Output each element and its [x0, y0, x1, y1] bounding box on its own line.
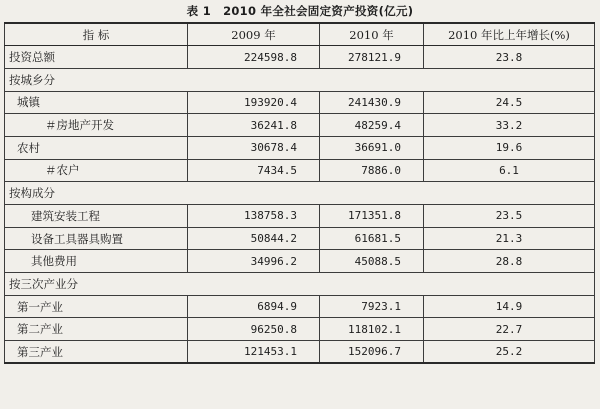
value-2009: 193920.4 [188, 91, 320, 114]
blank-cell [320, 182, 424, 205]
value-growth: 25.2 [424, 341, 595, 364]
header-2009: 2009 年 [188, 23, 320, 46]
table-row [5, 318, 595, 341]
row-label: 城镇 [5, 91, 188, 114]
section-label: 按三次产业分 [5, 273, 188, 296]
value-2010: 36691.0 [320, 136, 424, 159]
blank-cell [188, 68, 320, 91]
table-number: 表 1 [186, 4, 212, 18]
header-indicator: 指 标 [5, 23, 188, 46]
value-2009: 138758.3 [188, 205, 320, 228]
row-label: 投资总额 [5, 46, 188, 69]
table-row [5, 250, 595, 273]
value-growth: 28.8 [424, 250, 595, 273]
section-row [5, 273, 595, 296]
section-label: 按城乡分 [5, 68, 188, 91]
table-row [5, 46, 595, 69]
table-row [5, 114, 595, 137]
blank-cell [424, 68, 595, 91]
row-label: 建筑安装工程 [5, 205, 188, 228]
value-2010: 7886.0 [320, 159, 424, 182]
table-row [5, 91, 595, 114]
blank-cell [320, 273, 424, 296]
value-2009: 7434.5 [188, 159, 320, 182]
value-2010: 48259.4 [320, 114, 424, 137]
value-2009: 34996.2 [188, 250, 320, 273]
header-2010: 2010 年 [320, 23, 424, 46]
value-2010: 7923.1 [320, 295, 424, 318]
value-2010: 278121.9 [320, 46, 424, 69]
value-growth: 6.1 [424, 159, 595, 182]
value-2009: 30678.4 [188, 136, 320, 159]
value-2009: 96250.8 [188, 318, 320, 341]
row-label: ＃房地产开发 [5, 114, 188, 137]
value-growth: 14.9 [424, 295, 595, 318]
value-2009: 121453.1 [188, 341, 320, 364]
value-2010: 171351.8 [320, 205, 424, 228]
table-row [5, 341, 595, 364]
value-growth: 33.2 [424, 114, 595, 137]
value-growth: 24.5 [424, 91, 595, 114]
value-2009: 6894.9 [188, 295, 320, 318]
row-label: 第一产业 [5, 295, 188, 318]
table-row [5, 205, 595, 228]
value-2010: 241430.9 [320, 91, 424, 114]
table-row [5, 159, 595, 182]
table-caption [0, 3, 600, 19]
value-2009: 36241.8 [188, 114, 320, 137]
table-row [5, 295, 595, 318]
value-2010: 152096.7 [320, 341, 424, 364]
row-label: 第三产业 [5, 341, 188, 364]
value-growth: 21.3 [424, 227, 595, 250]
header-row [5, 23, 595, 46]
value-2010: 45088.5 [320, 250, 424, 273]
blank-cell [188, 182, 320, 205]
value-growth: 22.7 [424, 318, 595, 341]
value-growth: 23.8 [424, 46, 595, 69]
table-row [5, 227, 595, 250]
header-growth: 2010 年比上年增长(%) [424, 23, 595, 46]
table-title: 2010 年全社会固定资产投资(亿元) [223, 4, 414, 18]
value-growth: 23.5 [424, 205, 595, 228]
value-2009: 50844.2 [188, 227, 320, 250]
value-2009: 224598.8 [188, 46, 320, 69]
row-label: 农村 [5, 136, 188, 159]
blank-cell [320, 68, 424, 91]
section-row [5, 68, 595, 91]
investment-table [4, 22, 595, 364]
row-label: 其他费用 [5, 250, 188, 273]
table-row [5, 136, 595, 159]
value-growth: 19.6 [424, 136, 595, 159]
blank-cell [424, 182, 595, 205]
value-2010: 61681.5 [320, 227, 424, 250]
row-label: 设备工具器具购置 [5, 227, 188, 250]
section-label: 按构成分 [5, 182, 188, 205]
value-2010: 118102.1 [320, 318, 424, 341]
row-label: 第二产业 [5, 318, 188, 341]
blank-cell [424, 273, 595, 296]
section-row [5, 182, 595, 205]
row-label: ＃农户 [5, 159, 188, 182]
blank-cell [188, 273, 320, 296]
